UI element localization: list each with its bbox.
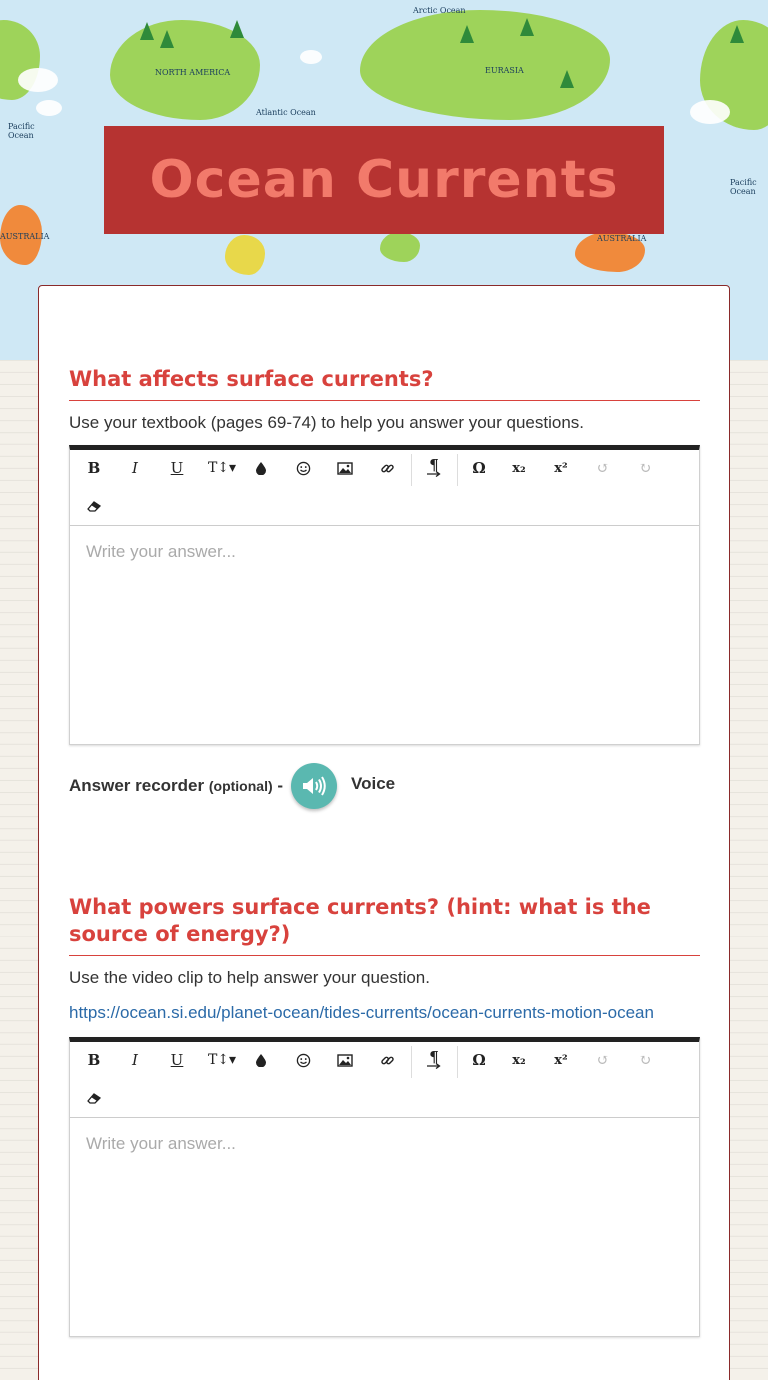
question-section-1: [69, 366, 700, 809]
subscript-button[interactable]: x₂: [512, 1052, 526, 1068]
special-character-button[interactable]: Ω: [472, 1051, 486, 1069]
answer-textarea[interactable]: Write your answer...: [86, 542, 236, 561]
rich-text-editor: [69, 445, 700, 745]
paragraph-direction-button[interactable]: [419, 453, 449, 483]
bold-button[interactable]: B: [87, 459, 101, 477]
image-icon[interactable]: [330, 453, 360, 483]
worksheet-card: [38, 285, 730, 1380]
undo-button[interactable]: ↺: [596, 1051, 610, 1069]
map-label: AUSTRALIA: [0, 232, 50, 241]
map-label: Pacific Ocean: [730, 178, 757, 196]
subscript-button[interactable]: x₂: [512, 460, 526, 476]
continent-shape: [225, 235, 265, 275]
cloud-icon: [690, 100, 730, 124]
tree-icon: [140, 22, 154, 40]
record-voice-button[interactable]: [291, 763, 337, 809]
map-label: EURASIA: [485, 66, 524, 75]
question-instructions: Use your textbook (pages 69-74) to help you answer your questions.: [69, 413, 585, 432]
paragraph-symbol: ¶: [429, 456, 439, 474]
cloud-icon: [300, 50, 322, 64]
eraser-icon[interactable]: [79, 491, 109, 521]
answer-recorder: [69, 763, 700, 809]
speaker-icon: [301, 775, 327, 797]
map-label: AUSTRALIA: [597, 234, 647, 243]
smiley-icon[interactable]: [288, 453, 318, 483]
superscript-button[interactable]: x²: [554, 460, 568, 476]
undo-button[interactable]: ↺: [596, 459, 610, 477]
toolbar-divider: [457, 454, 458, 486]
italic-button[interactable]: I: [132, 459, 138, 477]
editor-toolbar: [70, 1042, 699, 1118]
recorder-optional: (optional): [208, 778, 273, 794]
text-size-button[interactable]: T↕▾: [207, 460, 237, 476]
page-title: Ocean Currents: [149, 150, 619, 210]
recorder-label: Answer recorder (optional) -: [69, 776, 284, 795]
tree-icon: [160, 30, 174, 48]
rich-text-editor: [69, 1037, 700, 1337]
superscript-button[interactable]: x²: [554, 1052, 568, 1068]
answer-textarea[interactable]: Write your answer...: [86, 1134, 236, 1153]
special-character-button[interactable]: Ω: [472, 459, 486, 477]
question-title: What powers surface currents? (hint: what is the source of energy?): [69, 894, 700, 956]
continent-shape: [360, 10, 610, 120]
link-icon[interactable]: [372, 1045, 402, 1075]
continent-shape: [380, 232, 420, 262]
editor-toolbar: [70, 450, 699, 526]
map-label: Pacific Ocean: [8, 122, 35, 140]
toolbar-divider: [411, 1046, 412, 1078]
italic-button[interactable]: I: [132, 1051, 138, 1069]
question-section-2: [69, 894, 700, 1337]
question-instructions: Use the video clip to help answer your question.: [69, 968, 430, 987]
map-label: NORTH AMERICA: [155, 68, 231, 77]
map-label: Atlantic Ocean: [256, 108, 316, 117]
cloud-icon: [18, 68, 58, 92]
tree-icon: [460, 25, 474, 43]
video-link[interactable]: https://ocean.si.edu/planet-ocean/tides-currents/ocean-currents-motion-ocean: [69, 1003, 654, 1022]
text-size-button[interactable]: T↕▾: [207, 1052, 237, 1068]
cloud-icon: [36, 100, 62, 116]
eraser-icon[interactable]: [79, 1083, 109, 1113]
question-title: What affects surface currents?: [69, 366, 700, 401]
underline-button[interactable]: U: [170, 1051, 184, 1069]
paragraph-symbol: ¶: [429, 1048, 439, 1066]
tree-icon: [560, 70, 574, 88]
droplet-icon[interactable]: [246, 453, 276, 483]
toolbar-divider: [411, 454, 412, 486]
tree-icon: [520, 18, 534, 36]
link-icon[interactable]: [372, 453, 402, 483]
paragraph-direction-button[interactable]: [419, 1045, 449, 1075]
redo-button[interactable]: ↻: [638, 459, 652, 477]
bold-button[interactable]: B: [87, 1051, 101, 1069]
toolbar-divider: [457, 1046, 458, 1078]
image-icon[interactable]: [330, 1045, 360, 1075]
tree-icon: [230, 20, 244, 38]
map-label: Arctic Ocean: [413, 6, 466, 15]
smiley-icon[interactable]: [288, 1045, 318, 1075]
title-box: [104, 126, 664, 234]
droplet-icon[interactable]: [246, 1045, 276, 1075]
underline-button[interactable]: U: [170, 459, 184, 477]
voice-label: Voice: [351, 774, 396, 793]
redo-button[interactable]: ↻: [638, 1051, 652, 1069]
tree-icon: [730, 25, 744, 43]
